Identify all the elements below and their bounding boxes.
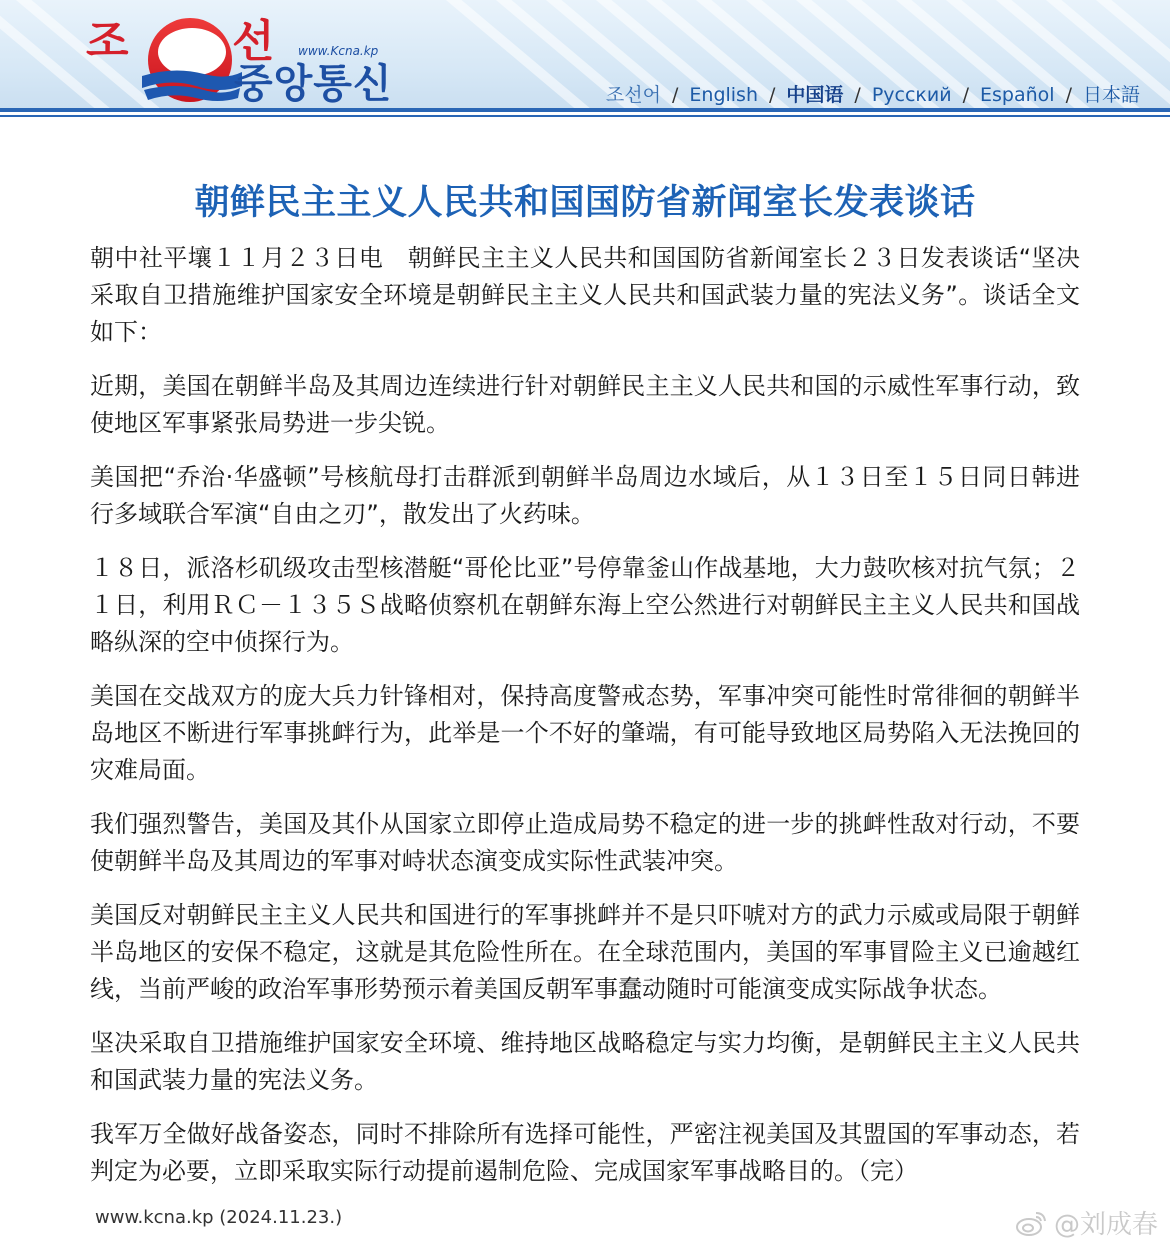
- header-divider-thick: [0, 108, 1170, 112]
- article-paragraph: 我们强烈警告，美国及其仆从国家立即停止造成局势不稳定的进一步的挑衅性敌对行动，不要使朝鲜半岛及其周边的军事对峙状态演变成实际性武装冲突。: [90, 810, 1080, 875]
- article-paragraph: 朝中社平壤１１月２３日电 朝鲜民主主义人民共和国国防省新闻室长２３日发表谈话“坚决采取自卫措施维护国家安全环境是朝鲜民主主义人民共和国武装力量的宪法义务”。谈话全文如下：: [90, 244, 1080, 346]
- lang-separator: /: [671, 84, 679, 106]
- article-paragraph: 美国把“乔治·华盛顿”号核航母打击群派到朝鲜半岛周边水域后，从１３日至１５日同日韩进行多域联合军演“自由之刃”，散发出了火药味。: [90, 463, 1080, 528]
- lang-link-russian[interactable]: Русский: [871, 84, 952, 106]
- article-paragraph: 美国反对朝鲜民主主义人民共和国进行的军事挑衅并不是只吓唬对方的武力示威或局限于朝鲜半岛地区的安保不稳定，这就是其危险性所在。在全球范围内，美国的军事冒险主义已逾越红线，当前严峻的政治军事形势预示着美国反朝军事蠢动随时可能演变成实际战争状态。: [90, 901, 1080, 1003]
- lang-separator: /: [962, 84, 970, 106]
- lang-separator: /: [854, 84, 861, 106]
- site-header: [0, 0, 1170, 112]
- language-nav: [606, 80, 1140, 107]
- kcna-logo[interactable]: [86, 10, 416, 106]
- article-source: www.kcna.kp (2024.11.23.): [95, 1207, 343, 1228]
- logo-text-tongsin: 중앙통신: [234, 61, 393, 107]
- weibo-icon: [1014, 1209, 1048, 1237]
- header-divider-thin: [0, 115, 1170, 117]
- article-paragraph: １８日，派洛杉矶级攻击型核潜艇“哥伦比亚”号停靠釜山作战基地，大力鼓吹核对抗气氛；２１日，利用ＲＣ－１３５Ｓ战略侦察机在朝鲜东海上空公然进行对朝鲜民主主义人民共和国战略纵深的空中侦探行为。: [90, 554, 1080, 656]
- article-paragraph: 坚决采取自卫措施维护国家安全环境、维持地区战略稳定与实力均衡，是朝鲜民主主义人民共和国武装力量的宪法义务。: [90, 1029, 1080, 1094]
- logo-url: www.Kcna.kp: [298, 44, 379, 58]
- rising-sun-emblem-icon: [134, 14, 246, 106]
- lang-link-spanish[interactable]: Español: [980, 84, 1055, 106]
- lang-separator: /: [769, 84, 776, 106]
- lang-link-english[interactable]: English: [689, 84, 758, 106]
- lang-link-japanese[interactable]: 日本語: [1082, 84, 1140, 106]
- weibo-watermark: [1014, 1204, 1158, 1241]
- lang-link-korean[interactable]: 조선어: [605, 84, 661, 106]
- article-title: 朝鲜民主主义人民共和国国防省新闻室长发表谈话: [194, 183, 976, 224]
- article-paragraph: 我军万全做好战备姿态，同时不排除所有选择可能性，严密注视美国及其盟国的军事动态，若判定为必要，立即采取实际行动提前遏制危险、完成国家军事战略目的。（完）: [90, 1120, 1080, 1185]
- logo-text-jo: 조: [86, 16, 129, 67]
- watermark-text: @刘成春: [1053, 1210, 1158, 1240]
- article-body: [90, 240, 1080, 1207]
- logo-text-seon: 선: [232, 16, 275, 67]
- article-paragraph: 近期，美国在朝鲜半岛及其周边连续进行针对朝鲜民主主义人民共和国的示威性军事行动，致使地区军事紧张局势进一步尖锐。: [90, 372, 1080, 437]
- article-paragraph: 美国在交战双方的庞大兵力针锋相对，保持高度警戒态势，军事冲突可能性时常徘徊的朝鲜半岛地区不断进行军事挑衅行为，此举是一个不好的肇端，有可能导致地区局势陷入无法挽回的灾难局面。: [90, 682, 1080, 784]
- lang-separator: /: [1065, 84, 1072, 106]
- lang-link-chinese[interactable]: 中国语: [786, 84, 844, 106]
